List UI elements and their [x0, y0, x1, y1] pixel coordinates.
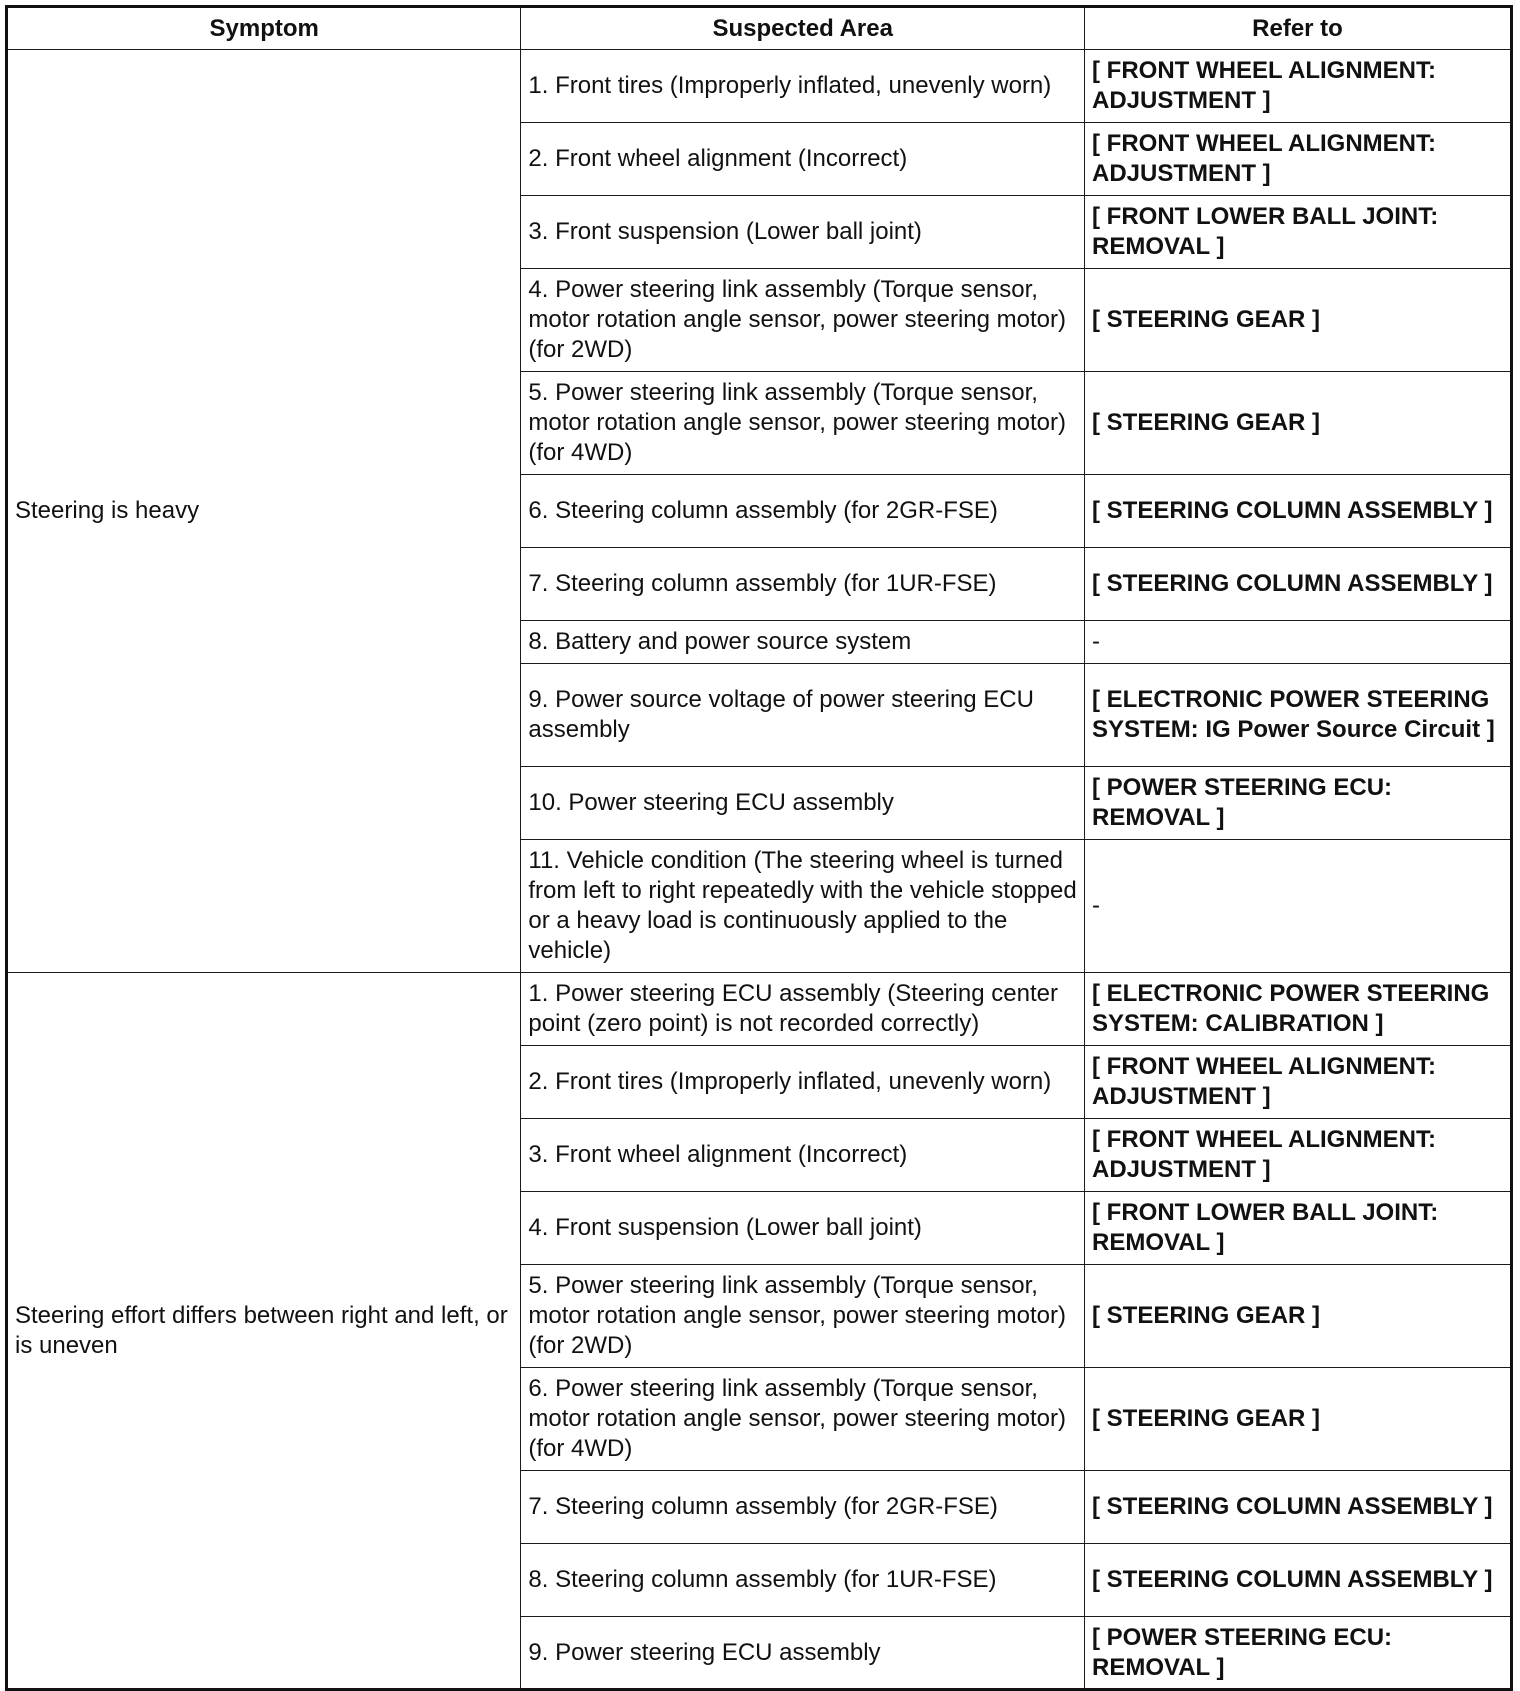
area-cell: 9. Power source voltage of power steering ECU assembly — [521, 664, 1085, 767]
refer-link[interactable]: [ STEERING GEAR ] — [1085, 1265, 1512, 1368]
header-symptom: Symptom — [7, 7, 521, 50]
area-cell: 9. Power steering ECU assembly — [521, 1617, 1085, 1690]
header-row — [7, 7, 1512, 50]
refer-link[interactable]: [ STEERING COLUMN ASSEMBLY ] — [1085, 1544, 1512, 1617]
refer-link[interactable]: [ STEERING COLUMN ASSEMBLY ] — [1085, 1471, 1512, 1544]
refer-link[interactable]: [ POWER STEERING ECU: REMOVAL ] — [1085, 1617, 1512, 1690]
area-cell: 6. Power steering link assembly (Torque sensor, motor rotation angle sensor, power steering motor) (for 4WD) — [521, 1368, 1085, 1471]
area-cell: 2. Front wheel alignment (Incorrect) — [521, 123, 1085, 196]
area-cell: 5. Power steering link assembly (Torque sensor, motor rotation angle sensor, power steering motor) (for 4WD) — [521, 372, 1085, 475]
area-cell: 2. Front tires (Improperly inflated, unevenly worn) — [521, 1046, 1085, 1119]
refer-link[interactable]: [ ELECTRONIC POWER STEERING SYSTEM: CALIBRATION ] — [1085, 973, 1512, 1046]
refer-link[interactable]: [ FRONT LOWER BALL JOINT: REMOVAL ] — [1085, 1192, 1512, 1265]
area-cell: 4. Power steering link assembly (Torque sensor, motor rotation angle sensor, power steering motor) (for 2WD) — [521, 269, 1085, 372]
refer-link[interactable]: [ FRONT WHEEL ALIGNMENT: ADJUSTMENT ] — [1085, 50, 1512, 123]
area-cell: 3. Front wheel alignment (Incorrect) — [521, 1119, 1085, 1192]
refer-link[interactable]: [ STEERING COLUMN ASSEMBLY ] — [1085, 548, 1512, 621]
area-cell: 7. Steering column assembly (for 1UR-FSE) — [521, 548, 1085, 621]
area-cell: 10. Power steering ECU assembly — [521, 767, 1085, 840]
area-cell: 4. Front suspension (Lower ball joint) — [521, 1192, 1085, 1265]
refer-link[interactable]: [ POWER STEERING ECU: REMOVAL ] — [1085, 767, 1512, 840]
document-page — [5, 5, 1513, 1691]
refer-cell: - — [1085, 840, 1512, 973]
area-cell: 5. Power steering link assembly (Torque sensor, motor rotation angle sensor, power steering motor) (for 2WD) — [521, 1265, 1085, 1368]
area-cell: 1. Front tires (Improperly inflated, unevenly worn) — [521, 50, 1085, 123]
refer-link[interactable]: [ FRONT WHEEL ALIGNMENT: ADJUSTMENT ] — [1085, 1119, 1512, 1192]
table-row — [7, 973, 1512, 1046]
area-cell: 8. Steering column assembly (for 1UR-FSE) — [521, 1544, 1085, 1617]
area-cell: 11. Vehicle condition (The steering wheel is turned from left to right repeatedly with the vehicle stopped or a heavy load is continuously applied to the vehicle) — [521, 840, 1085, 973]
area-cell: 3. Front suspension (Lower ball joint) — [521, 196, 1085, 269]
refer-link[interactable]: [ ELECTRONIC POWER STEERING SYSTEM: IG Power Source Circuit ] — [1085, 664, 1512, 767]
header-suspected-area: Suspected Area — [521, 7, 1085, 50]
table-row — [7, 50, 1512, 123]
refer-link[interactable]: [ FRONT WHEEL ALIGNMENT: ADJUSTMENT ] — [1085, 1046, 1512, 1119]
area-cell: 7. Steering column assembly (for 2GR-FSE) — [521, 1471, 1085, 1544]
area-cell: 1. Power steering ECU assembly (Steering center point (zero point) is not recorded correctly) — [521, 973, 1085, 1046]
refer-link[interactable]: [ STEERING COLUMN ASSEMBLY ] — [1085, 475, 1512, 548]
symptom-cell: Steering effort differs between right and left, or is uneven — [7, 973, 521, 1690]
refer-link[interactable]: [ FRONT LOWER BALL JOINT: REMOVAL ] — [1085, 196, 1512, 269]
refer-link[interactable]: [ FRONT WHEEL ALIGNMENT: ADJUSTMENT ] — [1085, 123, 1512, 196]
area-cell: 6. Steering column assembly (for 2GR-FSE) — [521, 475, 1085, 548]
refer-link[interactable]: [ STEERING GEAR ] — [1085, 269, 1512, 372]
refer-link[interactable]: [ STEERING GEAR ] — [1085, 372, 1512, 475]
refer-cell: - — [1085, 621, 1512, 664]
header-refer-to: Refer to — [1085, 7, 1512, 50]
symptom-cell: Steering is heavy — [7, 50, 521, 973]
troubleshooting-table — [5, 5, 1513, 1691]
refer-link[interactable]: [ STEERING GEAR ] — [1085, 1368, 1512, 1471]
area-cell: 8. Battery and power source system — [521, 621, 1085, 664]
